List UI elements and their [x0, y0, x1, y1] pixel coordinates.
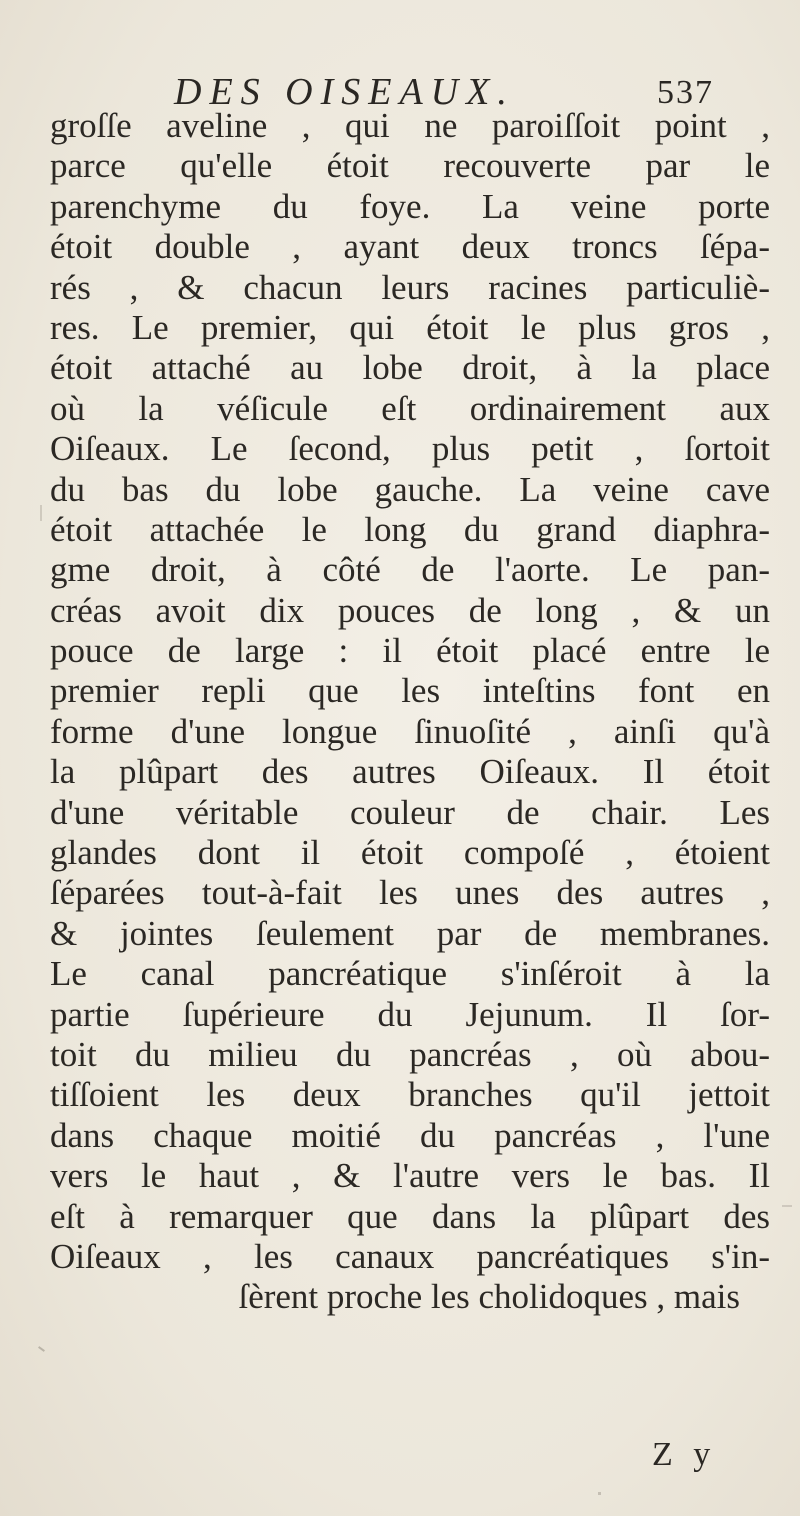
text-line: où la véſicule eſt ordinairement aux — [50, 388, 770, 428]
text-line: du bas du lobe gauche. La veine cave — [50, 469, 770, 509]
text-line: étoit double , ayant deux troncs ſépa- — [50, 227, 770, 267]
text-line: tiſſoient les deux branches qu'il jettoit — [50, 1075, 770, 1115]
paper-speck — [40, 505, 42, 521]
text-line: dans chaque moitié du pancréas , l'une — [50, 1115, 770, 1155]
text-line: gme droit, à côté de l'aorte. Le pan- — [50, 550, 770, 590]
text-line: toit du milieu du pancréas , où abou- — [50, 1034, 770, 1074]
text-line: Oiſeaux. Le ſecond, plus petit , ſortoit — [50, 429, 770, 469]
text-line: parce qu'elle étoit recouverte par le — [50, 146, 770, 186]
text-line: ſèrent proche les cholidoques , mais — [238, 1277, 740, 1317]
text-line: d'une véritable couleur de chair. Les — [50, 792, 770, 832]
paper-speck — [38, 1346, 45, 1352]
body-text — [50, 106, 770, 1318]
text-line: parenchyme du foye. La veine porte — [50, 186, 770, 226]
text-line: glandes dont il étoit compoſé , étoient — [50, 833, 770, 873]
text-line: étoit attachée le long du grand diaphra- — [50, 509, 770, 549]
paper-speck — [782, 1205, 792, 1207]
page-number: 537 — [657, 74, 714, 111]
text-line: pouce de large : il étoit placé entre le — [50, 631, 770, 671]
text-line: eſt à remarquer que dans la plûpart des — [50, 1196, 770, 1236]
text-line: étoit attaché au lobe droit, à la place — [50, 348, 770, 388]
text-line: vers le haut , & l'autre vers le bas. Il — [50, 1156, 770, 1196]
text-line: créas avoit dix pouces de long , & un — [50, 590, 770, 630]
text-line: premier repli que les inteſtins font en — [50, 671, 770, 711]
signature-mark: Z y — [652, 1436, 717, 1473]
text-line: partie ſupérieure du Jejunum. Il ſor- — [50, 994, 770, 1034]
text-line: & jointes ſeulement par de membranes. — [50, 913, 770, 953]
text-line: la plûpart des autres Oiſeaux. Il étoit — [50, 752, 770, 792]
text-line: Oiſeaux , les canaux pancréatiques s'in- — [50, 1236, 770, 1276]
text-line: ſéparées tout-à-fait les unes des autres , — [50, 873, 770, 913]
text-line: Le canal pancréatique s'inſéroit à la — [50, 954, 770, 994]
text-line: groſſe aveline , qui ne paroiſſoit point , — [50, 106, 770, 145]
paper-speck — [598, 1492, 601, 1495]
running-title: DES OISEAUX. — [174, 71, 515, 113]
text-line: rés , & chacun leurs racines particuliè- — [50, 267, 770, 307]
text-line: forme d'une longue ſinuoſité , ainſi qu'à — [50, 711, 770, 751]
text-line: res. Le premier, qui étoit le plus gros , — [50, 307, 770, 347]
